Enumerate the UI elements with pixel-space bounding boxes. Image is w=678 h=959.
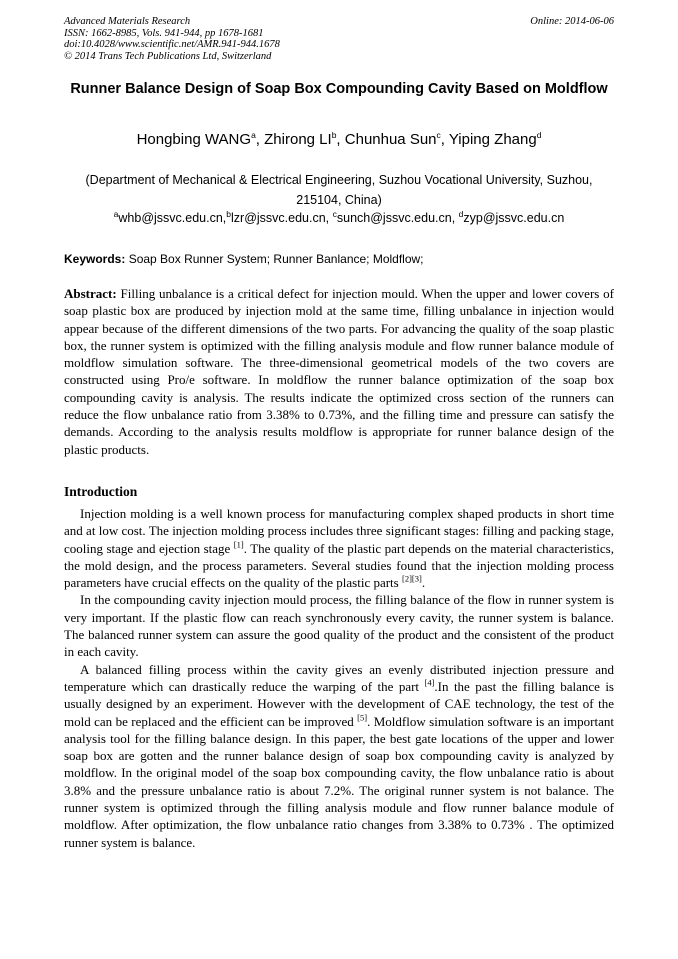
affiliation: (Department of Mechanical & Electrical Engineering, Suzhou Vocational University, Suzhou, 215104, China) bbox=[85, 173, 593, 207]
email-mark: b bbox=[226, 208, 232, 219]
author-name: Yiping Zhang bbox=[448, 131, 537, 148]
paper-title: Runner Balance Design of Soap Box Compounding Cavity Based on Moldflow bbox=[70, 81, 608, 97]
abstract bbox=[64, 285, 614, 458]
paragraph bbox=[64, 505, 614, 591]
email-address[interactable]: zyp@jssvc.edu.cn bbox=[463, 211, 565, 225]
doi-line[interactable]: doi:10.4028/www.scientific.net/AMR.941-944.1678 bbox=[64, 39, 280, 50]
paragraph-text: . bbox=[421, 575, 426, 591]
copyright-line: © 2014 Trans Tech Publications Ltd, Switzerland bbox=[64, 50, 272, 62]
email-mark: d bbox=[458, 208, 464, 219]
author-affil-mark: a bbox=[251, 130, 256, 140]
paragraph-text: Injection molding is a well known process for manufacturing complex shaped products in short time and at low cost. The injection molding process includes three significant stages: filling and packing stage, cooling stage and ejection stage bbox=[64, 506, 614, 556]
online-date: Online: 2014-06-06 bbox=[530, 16, 614, 27]
email-mark: c bbox=[332, 208, 337, 219]
issn-line: ISSN: 1662-8985, Vols. 941-944, pp 1678-1681 bbox=[64, 27, 264, 39]
keywords-label: Keywords: bbox=[64, 252, 126, 266]
author-separator: , bbox=[440, 131, 449, 148]
email-mark: a bbox=[113, 208, 119, 219]
author-name: Hongbing WANG bbox=[136, 131, 252, 148]
paragraph-text: .In the past the filling balance is usually designed by an experiment. However with the development of CAE technology, the test of the mold can be replaced and the efficient can be improved bbox=[64, 678, 614, 729]
email-address[interactable]: whb@jssvc.edu.cn, bbox=[118, 211, 227, 225]
paragraph: In the compounding cavity injection mould process, the filling balance of the flow in runner system is very important. If the plastic flow can reach synchronously every cavity, the runner system is balance. The balanced runner system can assure the good quality of the product and the consistent of the product in each cavity. bbox=[64, 592, 614, 660]
citation[interactable]: [1] bbox=[233, 539, 244, 550]
email-list bbox=[64, 210, 614, 226]
keywords-text: Soap Box Runner System; Runner Banlance; Moldflow; bbox=[125, 252, 424, 266]
citation[interactable]: [2][3] bbox=[401, 573, 422, 584]
paragraph bbox=[64, 661, 614, 851]
author-affil-mark: d bbox=[536, 130, 542, 140]
journal-name: Advanced Materials Research bbox=[64, 16, 191, 27]
citation[interactable]: [4] bbox=[424, 677, 435, 688]
paragraph-text: A balanced filling process within the cavity gives an evenly distributed injection pressure and temperature which can drastically reduce the warping of the part bbox=[64, 661, 614, 694]
author-affil-mark: b bbox=[331, 130, 337, 140]
keywords bbox=[64, 251, 614, 267]
email-address[interactable]: sunch@jssvc.edu.cn, bbox=[336, 211, 459, 225]
email-address[interactable]: lzr@jssvc.edu.cn, bbox=[231, 211, 333, 225]
abstract-text: Filling unbalance is a critical defect for injection mould. When the upper and lower covers of soap plastic box are produced by injection mold at the same time, filling unbalance in injection would appear because of the different dimensions of the two parts. For advancing the quality of the soap plastic box, the runner system is optimized with the filling analysis module and flow runner balance module of moldflow simulation software. The three-dimensional geometrical models of the two covers are constructed using Pro/e software. In moldflow the runner balance optimization of the soap box compounding cavity is analysis. The results indicate the optimized cross section of the runners can reduce the flow unbalance ratio from 3.38% to 0.73%, and the filling time and pressure can satisfy the demands. According to the analysis results moldflow is appropriate for runner balance design of the plastic products. bbox=[64, 286, 614, 457]
paragraph-text: . The quality of the plastic part depends on the material characteristics, the mold design, and the process parameters. Several studies found that the injection molding process parameters have crucial effects on the quality of the plastic parts bbox=[64, 540, 614, 591]
journal-meta bbox=[64, 16, 280, 62]
author-name: Zhirong LI bbox=[264, 131, 332, 148]
author-separator: , bbox=[336, 131, 345, 148]
introduction-body bbox=[64, 505, 614, 851]
citation[interactable]: [5] bbox=[357, 712, 368, 723]
author-affil-mark: c bbox=[436, 130, 441, 140]
author-separator: , bbox=[255, 131, 265, 148]
author-list bbox=[64, 131, 614, 149]
introduction-heading: Introduction bbox=[64, 484, 138, 499]
abstract-label: Abstract: bbox=[64, 286, 117, 301]
author-name: Chunhua Sun bbox=[344, 131, 437, 148]
paragraph-text: . Moldflow simulation software is an important analysis tool for the filling balance design. In this paper, the best gate locations of the upper and lower soap box are gotten and the runner balance design of soap box compounding cavity is analyzed by moldflow. In the original model of the soap box compounding cavity, the flow unbalance ratio is about 3.8% and the pressure unbalance ratio is about 7.2%. The original runner system is not balance. The runner system is optimized through the filling analysis module and flow runner balance module of moldflow. After optimization, the flow unbalance ratio changes from 3.38% to 0.73% . The optimized runner system is balance. bbox=[64, 713, 614, 850]
